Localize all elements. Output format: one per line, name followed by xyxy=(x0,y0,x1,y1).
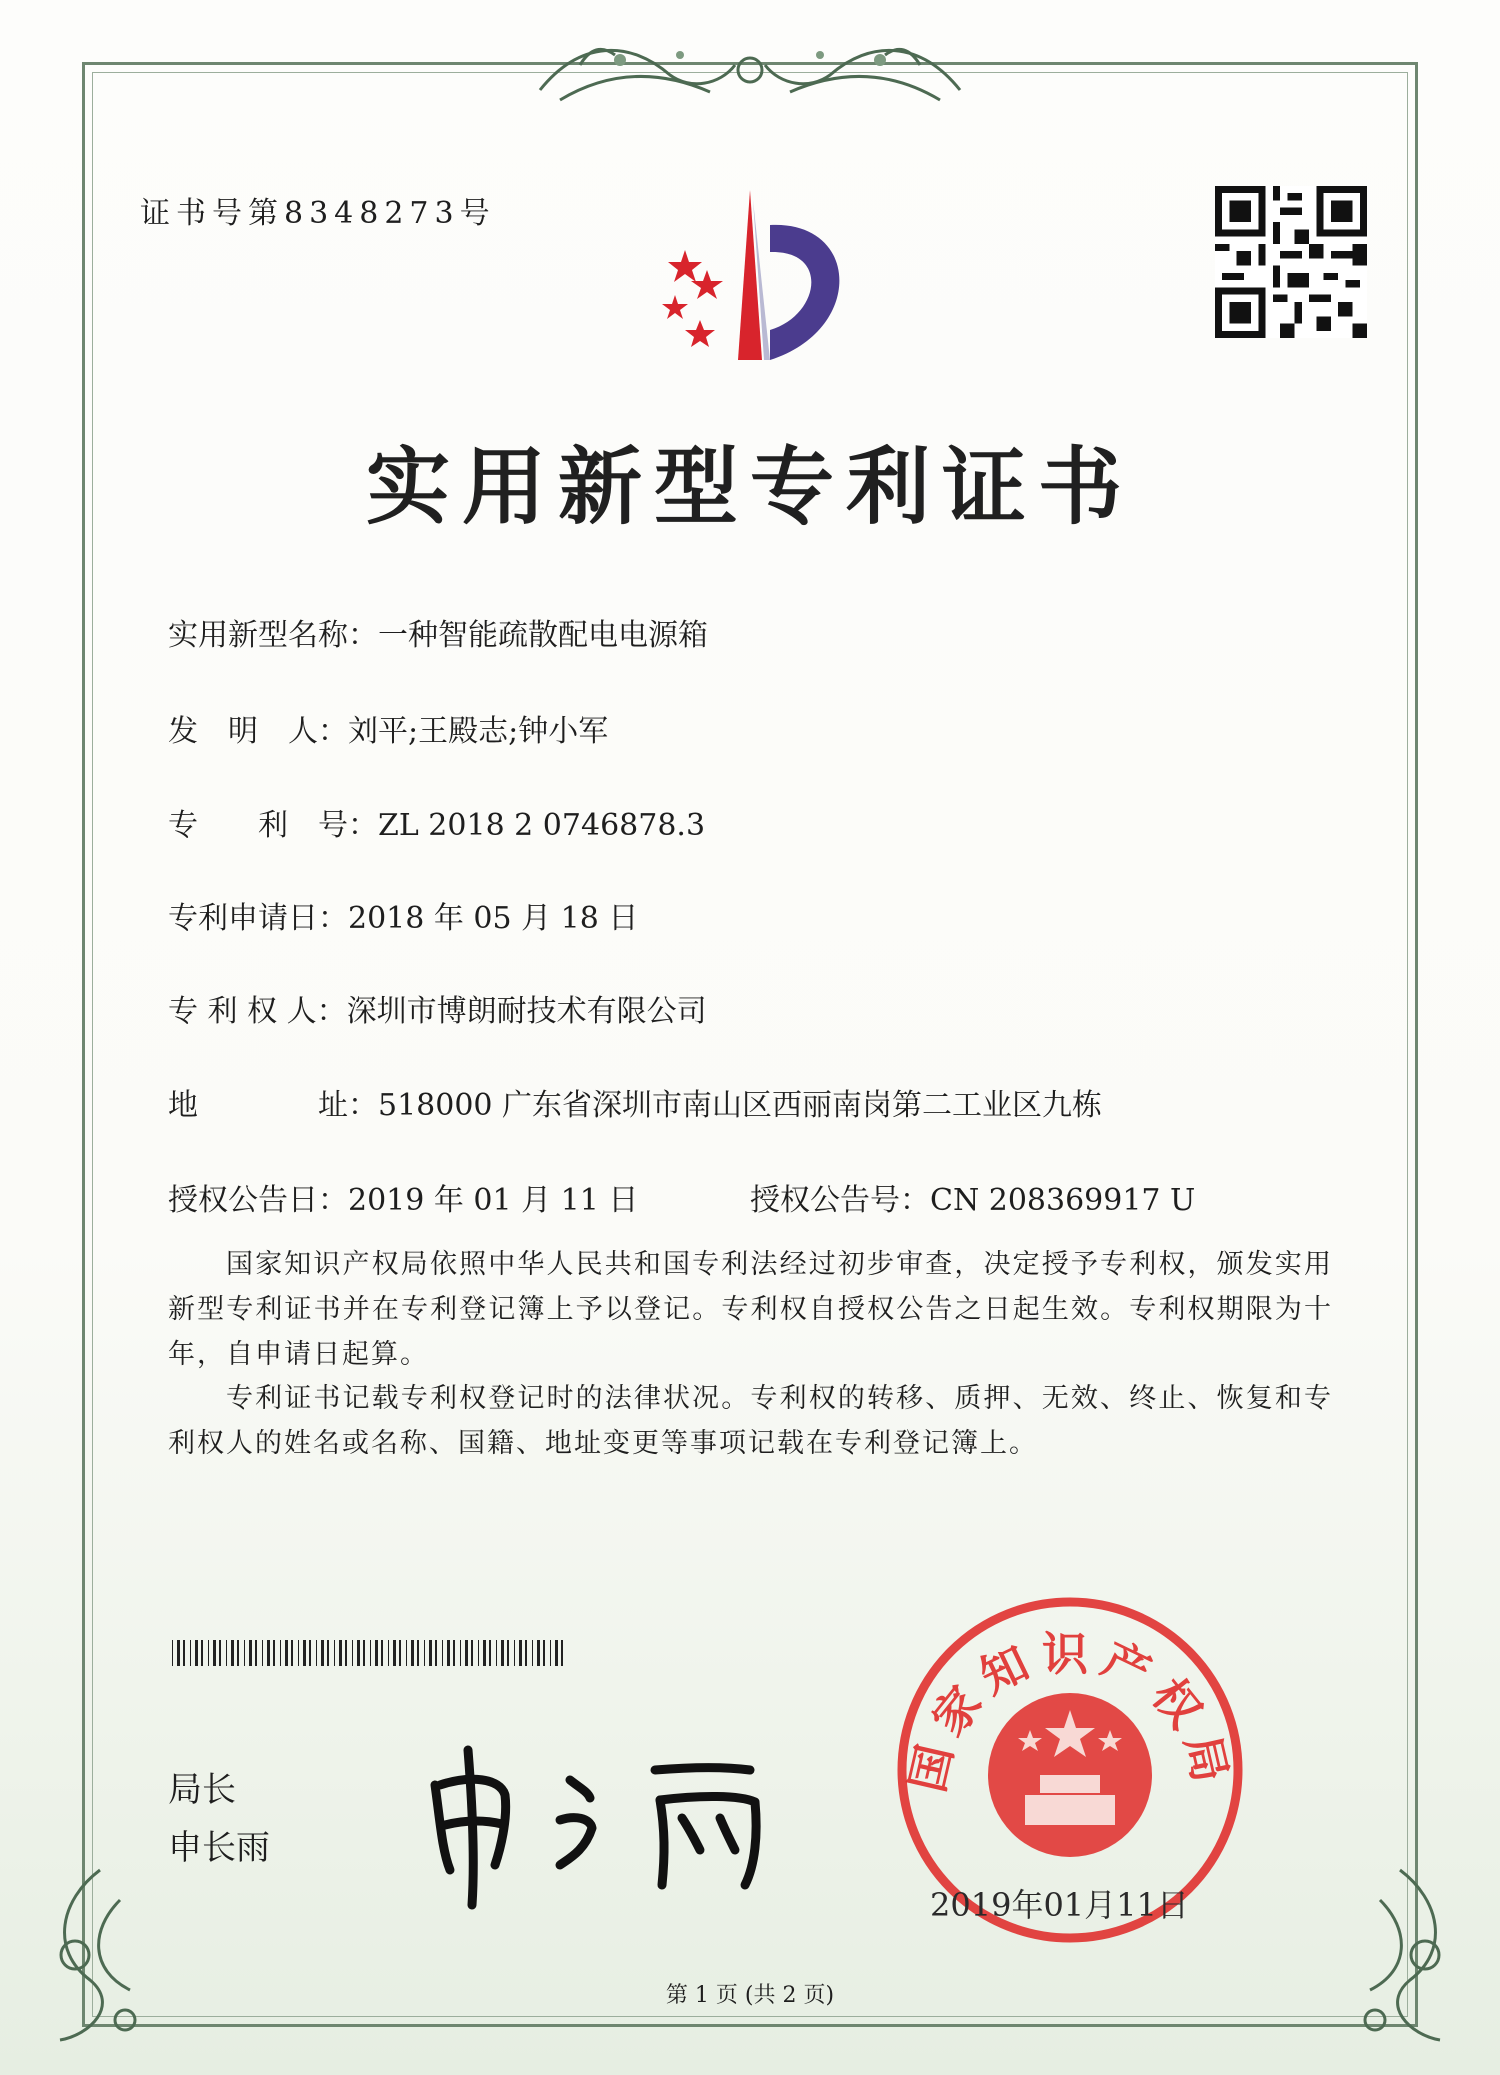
director-name: 申长雨 xyxy=(168,1828,270,1868)
director-title: 局长 xyxy=(168,1770,236,1810)
field-value: CN 208369917 U xyxy=(930,1183,1196,1218)
field-value: 2018 年 05 月 18 日 xyxy=(348,901,639,936)
seal-date: 2019年01月11日 xyxy=(930,1886,1189,1924)
certificate-title: 实用新型专利证书 xyxy=(365,438,1134,536)
field-grant-date xyxy=(168,1175,638,1219)
field-label: 专利申请日： xyxy=(168,901,348,936)
corner-ornament-right xyxy=(1320,1860,1470,2050)
corner-ornament-left xyxy=(30,1860,180,2050)
field-label: 专 利 权 人： xyxy=(168,994,347,1029)
field-address xyxy=(168,1080,1102,1124)
statement-paragraph-1: 国家知识产权局依照中华人民共和国专利法经过初步审查，决定授予专利权，颁发实用新型专利证书并在专利登记簿上予以登记。专利权自授权公告之日起生效。专利权期限为十年，自申请日起算。 xyxy=(168,1249,1333,1370)
field-label: 实用新型名称： xyxy=(168,618,378,653)
field-application-date xyxy=(168,893,638,937)
field-utility-model-name xyxy=(168,610,708,654)
field-grant-number xyxy=(750,1175,1195,1219)
field-label: 授权公告号： xyxy=(750,1183,930,1218)
field-label: 地 址： xyxy=(168,1088,378,1123)
qr-code xyxy=(1215,186,1367,338)
field-patent-number xyxy=(168,800,705,844)
field-value: 深圳市博朗耐技术有限公司 xyxy=(346,994,707,1029)
field-value: 2019 年 01 月 11 日 xyxy=(348,1183,639,1218)
top-ornament xyxy=(520,30,980,110)
field-value: 一种智能疏散配电电源箱 xyxy=(378,618,708,653)
director-signature xyxy=(420,1740,780,1910)
seal-ring-text: 国家知识产权局 xyxy=(899,1627,1241,1797)
barcode xyxy=(172,1640,564,1666)
field-label: 专 利 号： xyxy=(168,808,378,843)
field-value: 刘平;王殿志;钟小军 xyxy=(348,714,609,749)
page-indicator: 第 1 页 (共 2 页) xyxy=(665,1983,835,2008)
certificate-number: 证书号第8348273号 xyxy=(140,196,496,231)
field-label: 授权公告日： xyxy=(168,1183,348,1218)
field-value: 518000 广东省深圳市南山区西丽南岗第二工业区九栋 xyxy=(378,1088,1103,1123)
cnipa-logo xyxy=(630,180,870,370)
field-patentee xyxy=(168,986,707,1030)
statement-paragraph-2: 专利证书记载专利权登记时的法律状况。专利权的转移、质押、无效、终止、恢复和专利权人的姓名或名称、国籍、地址变更等事项记载在专利登记簿上。 xyxy=(168,1383,1333,1459)
field-inventors xyxy=(168,706,608,750)
field-label: 发 明 人： xyxy=(168,714,348,749)
field-value: ZL 2018 2 0746878.3 xyxy=(378,808,706,843)
